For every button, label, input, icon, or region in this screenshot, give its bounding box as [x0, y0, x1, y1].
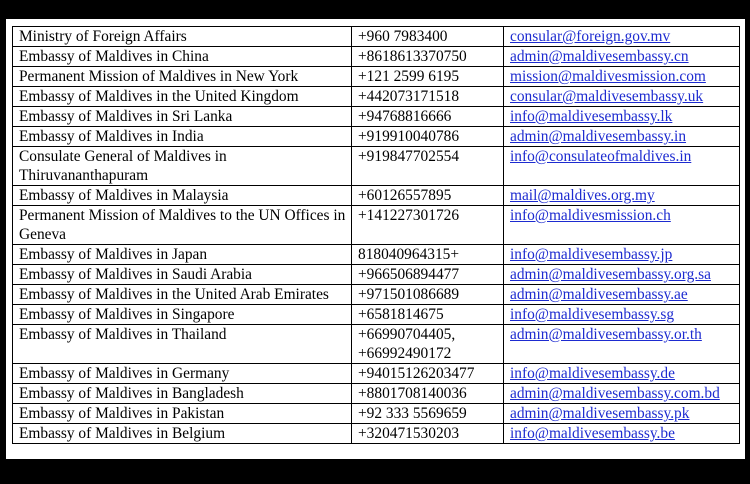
phone-cell: +919910040786: [352, 127, 504, 147]
mission-name-cell: Embassy of Maldives in Thailand: [13, 325, 352, 364]
email-link[interactable]: admin@maldivesembassy.org.sa: [510, 266, 711, 283]
email-link[interactable]: info@maldivesembassy.de: [510, 365, 675, 382]
mission-name-cell: Embassy of Maldives in Singapore: [13, 305, 352, 325]
email-cell: [504, 384, 740, 404]
phone-cell: +8618613370750: [352, 47, 504, 67]
table-row: [13, 47, 740, 67]
table-row: [13, 424, 740, 444]
email-link[interactable]: info@maldivesembassy.jp: [510, 246, 673, 263]
email-cell: [504, 186, 740, 206]
table-row: [13, 107, 740, 127]
email-cell: [504, 87, 740, 107]
phone-cell: +442073171518: [352, 87, 504, 107]
email-link[interactable]: admin@maldivesembassy.cn: [510, 48, 689, 65]
phone-cell: 818040964315+: [352, 245, 504, 265]
email-cell: [504, 107, 740, 127]
email-cell: [504, 265, 740, 285]
table-row: [13, 325, 740, 364]
table-row: [13, 285, 740, 305]
email-link[interactable]: info@consulateofmaldives.in: [510, 148, 692, 165]
phone-cell: +94768816666: [352, 107, 504, 127]
mission-name-cell: Embassy of Maldives in Pakistan: [13, 404, 352, 424]
email-link[interactable]: consular@foreign.gov.mv: [510, 28, 671, 45]
table-row: [13, 265, 740, 285]
table-row: [13, 404, 740, 424]
email-cell: [504, 424, 740, 444]
mission-name-cell: Embassy of Maldives in Japan: [13, 245, 352, 265]
mission-name-cell: Embassy of Maldives in the United Kingdom: [13, 87, 352, 107]
phone-cell: +94015126203477: [352, 364, 504, 384]
phone-cell: +141227301726: [352, 206, 504, 245]
phone-cell: +971501086689: [352, 285, 504, 305]
email-cell: [504, 47, 740, 67]
phone-cell: +960 7983400: [352, 27, 504, 47]
phone-cell: +92 333 5569659: [352, 404, 504, 424]
table-row: [13, 245, 740, 265]
mission-name-cell: Embassy of Maldives in Germany: [13, 364, 352, 384]
contacts-table-body: [13, 27, 740, 444]
email-link[interactable]: info@maldivesembassy.lk: [510, 108, 673, 125]
email-link[interactable]: admin@maldivesembassy.or.th: [510, 326, 702, 343]
email-link[interactable]: info@maldivesembassy.be: [510, 425, 675, 442]
mission-name-cell: Permanent Mission of Maldives to the UN Offices in Geneva: [13, 206, 352, 245]
document-page: [6, 19, 745, 459]
table-row: [13, 186, 740, 206]
phone-cell: +320471530203: [352, 424, 504, 444]
email-link[interactable]: admin@maldivesembassy.in: [510, 128, 687, 145]
email-link[interactable]: admin@maldivesembassy.com.bd: [510, 385, 720, 402]
email-cell: [504, 127, 740, 147]
email-link[interactable]: consular@maldivesembassy.uk: [510, 88, 704, 105]
mission-name-cell: Embassy of Maldives in India: [13, 127, 352, 147]
email-link[interactable]: admin@maldivesembassy.pk: [510, 405, 690, 422]
email-cell: [504, 364, 740, 384]
email-link[interactable]: mail@maldives.org.my: [510, 187, 655, 204]
table-row: [13, 147, 740, 186]
phone-cell: +66990704405, +66992490172: [352, 325, 504, 364]
email-link[interactable]: info@maldivesmission.ch: [510, 207, 671, 224]
email-cell: [504, 404, 740, 424]
mission-name-cell: Embassy of Maldives in the United Arab Emirates: [13, 285, 352, 305]
mission-name-cell: Embassy of Maldives in Malaysia: [13, 186, 352, 206]
mission-name-cell: Ministry of Foreign Affairs: [13, 27, 352, 47]
phone-cell: +60126557895: [352, 186, 504, 206]
mission-name-cell: Consulate General of Maldives in Thiruvananthapuram: [13, 147, 352, 186]
mission-name-cell: Embassy of Maldives in China: [13, 47, 352, 67]
table-row: [13, 206, 740, 245]
email-link[interactable]: mission@maldivesmission.com: [510, 68, 706, 85]
contacts-table: [12, 26, 740, 444]
table-row: [13, 67, 740, 87]
email-cell: [504, 305, 740, 325]
email-cell: [504, 67, 740, 87]
email-cell: [504, 245, 740, 265]
table-row: [13, 27, 740, 47]
email-cell: [504, 285, 740, 305]
email-cell: [504, 27, 740, 47]
mission-name-cell: Embassy of Maldives in Bangladesh: [13, 384, 352, 404]
mission-name-cell: Embassy of Maldives in Saudi Arabia: [13, 265, 352, 285]
email-link[interactable]: admin@maldivesembassy.ae: [510, 286, 688, 303]
email-cell: [504, 325, 740, 364]
table-row: [13, 127, 740, 147]
phone-cell: +966506894477: [352, 265, 504, 285]
email-cell: [504, 147, 740, 186]
table-row: [13, 87, 740, 107]
email-link[interactable]: info@maldivesembassy.sg: [510, 306, 675, 323]
table-row: [13, 305, 740, 325]
mission-name-cell: Embassy of Maldives in Belgium: [13, 424, 352, 444]
table-row: [13, 364, 740, 384]
email-cell: [504, 206, 740, 245]
phone-cell: +919847702554: [352, 147, 504, 186]
table-row: [13, 384, 740, 404]
phone-cell: +8801708140036: [352, 384, 504, 404]
mission-name-cell: Embassy of Maldives in Sri Lanka: [13, 107, 352, 127]
phone-cell: +121 2599 6195: [352, 67, 504, 87]
phone-cell: +6581814675: [352, 305, 504, 325]
mission-name-cell: Permanent Mission of Maldives in New York: [13, 67, 352, 87]
